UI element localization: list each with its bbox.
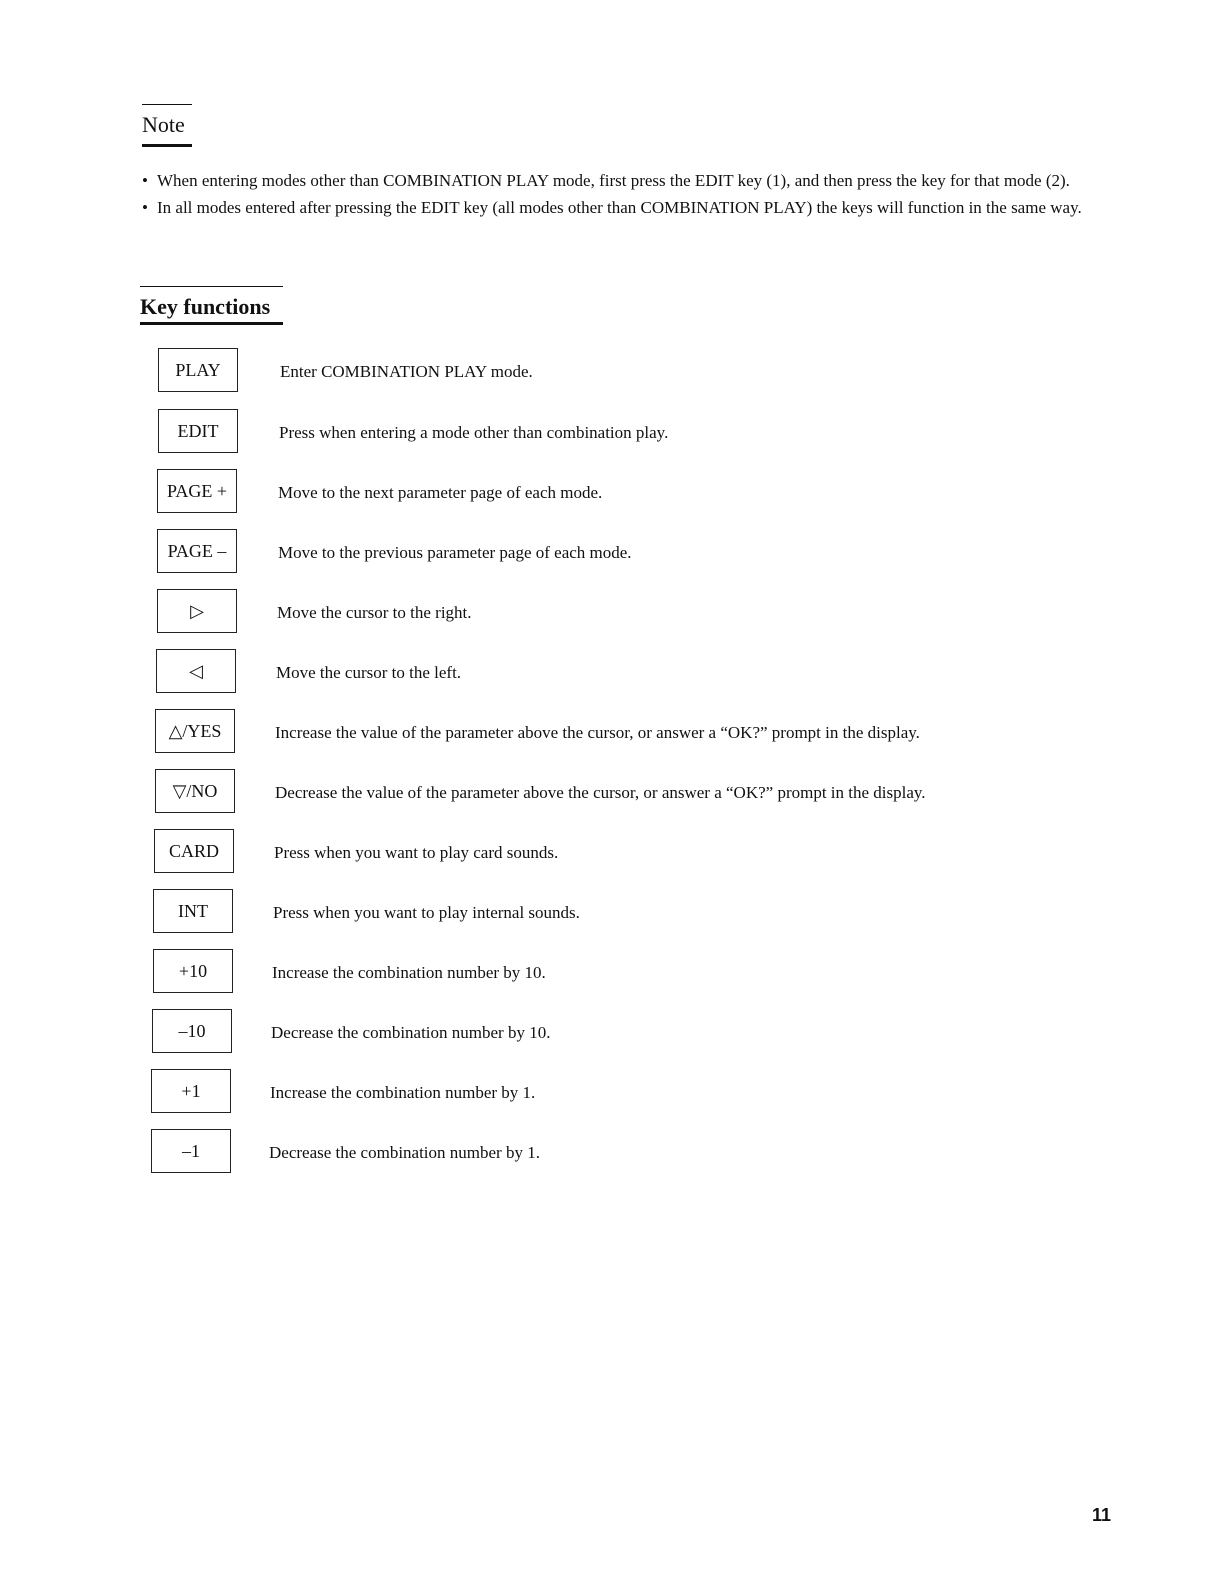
bullet-icon: • (142, 198, 148, 217)
note-list (140, 170, 1130, 224)
key-description: Increase the combination number by 10. (272, 963, 546, 982)
plus-10-key-icon: +10 (153, 949, 233, 993)
note-item (140, 170, 1130, 191)
decrement-no-key-icon: ▽/NO (155, 769, 235, 813)
key-functions-heading-bottom-rule (140, 322, 283, 325)
int-key-icon: INT (153, 889, 233, 933)
cursor-right-key-icon: ▷ (157, 589, 237, 633)
key-description: Decrease the combination number by 1. (269, 1143, 540, 1162)
page-number: 11 (1092, 1505, 1112, 1525)
note-heading-bottom-rule (142, 144, 192, 147)
key-description: Move the cursor to the left. (276, 663, 462, 682)
key-description: Move to the next parameter page of each mode. (278, 483, 603, 502)
cursor-left-key-icon: ◁ (156, 649, 236, 693)
edit-key-icon: EDIT (158, 409, 238, 453)
key-functions-heading-text: Key functions (140, 294, 271, 319)
key-description: Move to the previous parameter page of each mode. (278, 543, 632, 562)
key-description: Increase the value of the parameter above the cursor, or answer a “OK?” prompt in the display. (275, 723, 920, 742)
card-key-icon: CARD (154, 829, 234, 873)
minus-10-key-icon: –10 (152, 1009, 232, 1053)
increment-yes-key-icon: △/YES (155, 709, 235, 753)
key-description: Enter COMBINATION PLAY mode. (280, 362, 533, 381)
page-plus-key-icon: PAGE + (157, 469, 237, 513)
bullet-icon: • (142, 171, 148, 190)
note-item-text: In all modes entered after pressing the EDIT key (all modes other than COMBINATION PLAY) the keys will function in the same way. (157, 198, 1082, 217)
note-item-text: When entering modes other than COMBINATION PLAY mode, first press the EDIT key (1), and then press the key for that mode (2). (157, 171, 1070, 190)
note-item (140, 197, 1130, 218)
key-description: Decrease the combination number by 10. (271, 1023, 551, 1042)
play-key-icon: PLAY (158, 348, 238, 392)
note-heading-top-rule (142, 104, 192, 105)
key-description: Press when you want to play card sounds. (274, 843, 559, 862)
note-heading-text: Note (142, 112, 185, 137)
page-minus-key-icon: PAGE – (157, 529, 237, 573)
minus-1-key-icon: –1 (151, 1129, 231, 1173)
key-description: Increase the combination number by 1. (270, 1083, 536, 1102)
key-functions-heading-top-rule (140, 286, 283, 287)
plus-1-key-icon: +1 (151, 1069, 231, 1113)
key-description: Press when you want to play internal sounds. (273, 903, 580, 922)
key-description: Move the cursor to the right. (277, 603, 472, 622)
key-description: Press when entering a mode other than combination play. (279, 423, 669, 442)
key-description: Decrease the value of the parameter above the cursor, or answer a “OK?” prompt in the display. (275, 783, 926, 802)
